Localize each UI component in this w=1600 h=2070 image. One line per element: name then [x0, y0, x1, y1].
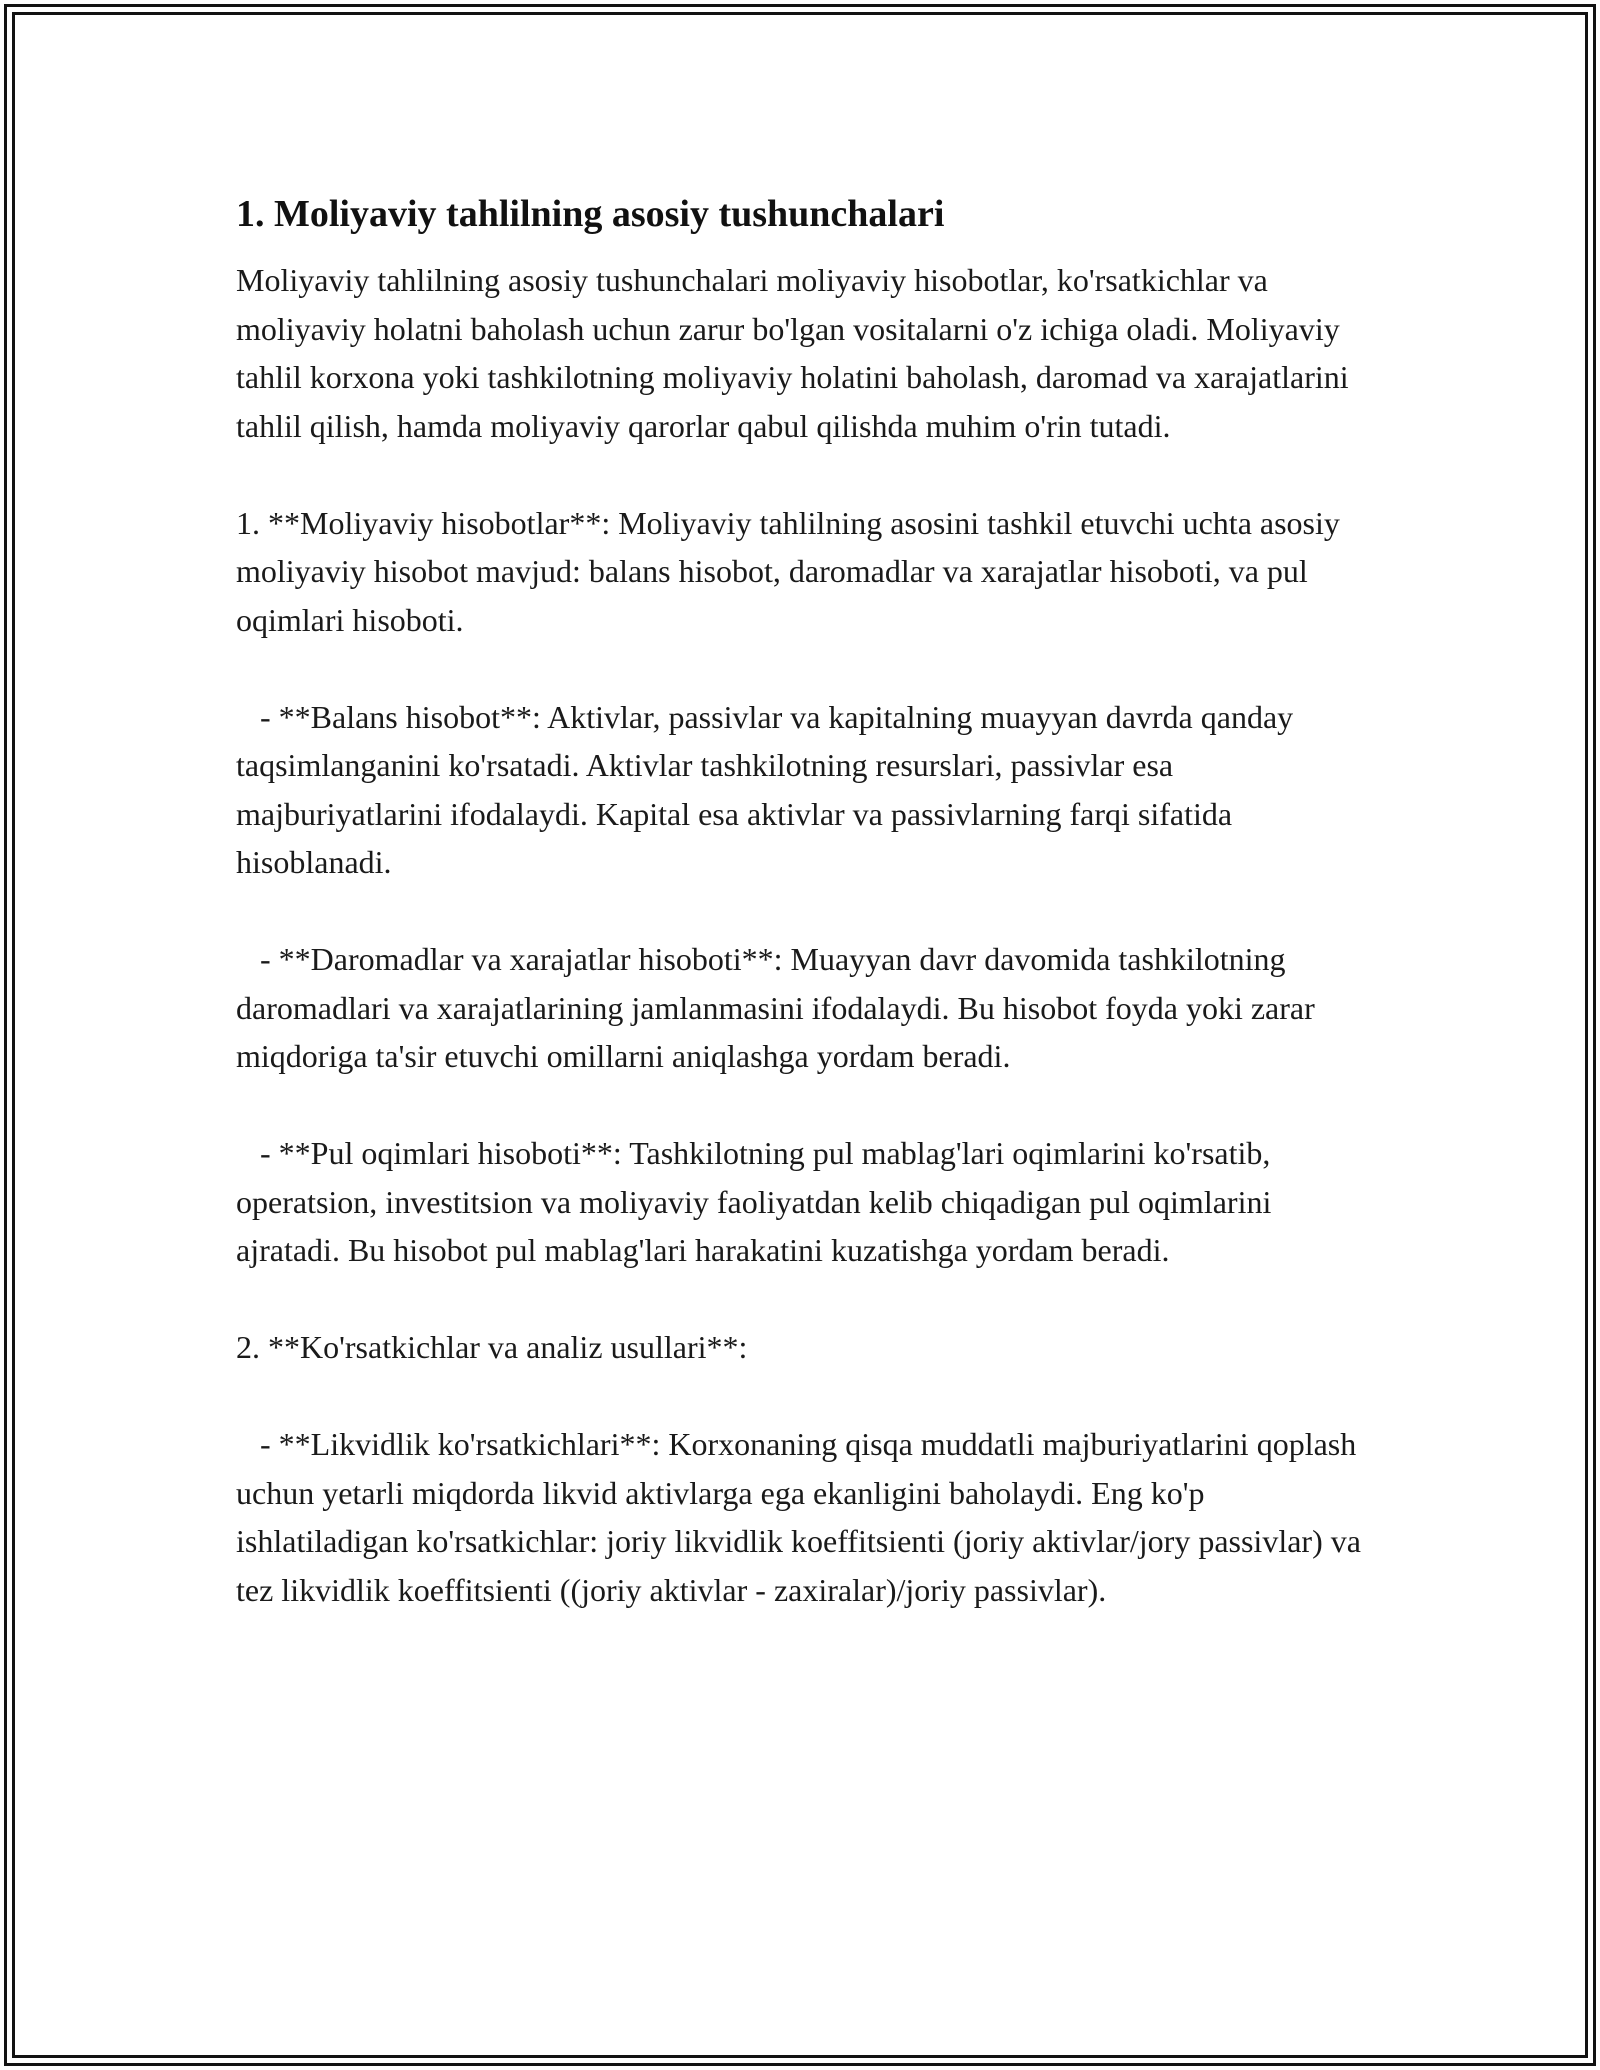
- paragraph-income-statement: - **Daromadlar va xarajatlar hisoboti**: Muayyan davr davomida tashkilotning daromadlari va xarajatlarining jamlanmasini ifodalaydi. Bu hisobot foyda yoki zarar miqdoriga ta'sir etuvchi omillarni aniqlashga yordam beradi.: [236, 941, 1323, 1074]
- paragraph-gap: [236, 1372, 1376, 1421]
- paragraph-gap: [236, 1081, 1376, 1130]
- paragraph-gap: [236, 1275, 1376, 1324]
- paragraph-gap: [236, 450, 1376, 499]
- paragraph-indicators-heading: 2. **Ko'rsatkichlar va analiz usullari**:: [236, 1329, 748, 1365]
- paragraph-cash-flow: - **Pul oqimlari hisoboti**: Tashkilotning pul mablag'lari oqimlarini ko'rsatib, operatsion, investitsion va moliyaviy faoliyatdan kelib chiqadigan pul oqimlarini ajratadi. Bu hisobot pul mablag'lari harakatini kuzatishga yordam beradi.: [236, 1135, 1280, 1268]
- paragraph-balance-sheet: - **Balans hisobot**: Aktivlar, passivlar va kapitalning muayyan davrda qanday taqsimlanganini ko'rsatadi. Aktivlar tashkilotning resurslari, passivlar esa majburiyatlarini ifodalaydi. Kapital esa aktivlar va passivlarning farqi sifatida hisoblanadi.: [236, 698, 1302, 880]
- document-title: 1. Moliyaviy tahlilning asosiy tushunchalari: [236, 193, 945, 235]
- paragraph-liquidity: - **Likvidlik ko'rsatkichlari**: Korxonaning qisqa muddatli majburiyatlarini qoplash uchun yetarli miqdorda likvid aktivlarga ega ekanligini baholaydi. Eng ko'p ishlatiladigan ko'rsatkichlar: joriy likvidlik koeffitsienti (joriy aktivlar/jory passivlar) va tez likvidlik koeffitsienti ((joriy aktivlar - zaxiralar)/joriy passivlar).: [236, 1426, 1369, 1608]
- paragraph-financial-statements: 1. **Moliyaviy hisobotlar**: Moliyaviy tahlilning asosini tashkil etuvchi uchta asosiy moliyaviy hisobot mavjud: balans hisobot, daromadlar va xarajatlar hisoboti, va pul oqimlari hisoboti.: [236, 504, 1348, 638]
- paragraph-intro: Moliyaviy tahlilning asosiy tushunchalari moliyaviy hisobotlar, ko'rsatkichlar va moliyaviy holatni baholash uchun zarur bo'lgan vositalarni o'z ichiga oladi. Moliyaviy tahlil korxona yoki tashkilotning moliyaviy holatini baholash, daromad va xarajatlarini tahlil qilish, hamda moliyaviy qarorlar qabul qilishda muhim o'rin tutadi.: [236, 262, 1357, 444]
- document-body: [236, 188, 1376, 1614]
- paragraph-gap: [236, 644, 1376, 693]
- paragraph-gap: [236, 887, 1376, 936]
